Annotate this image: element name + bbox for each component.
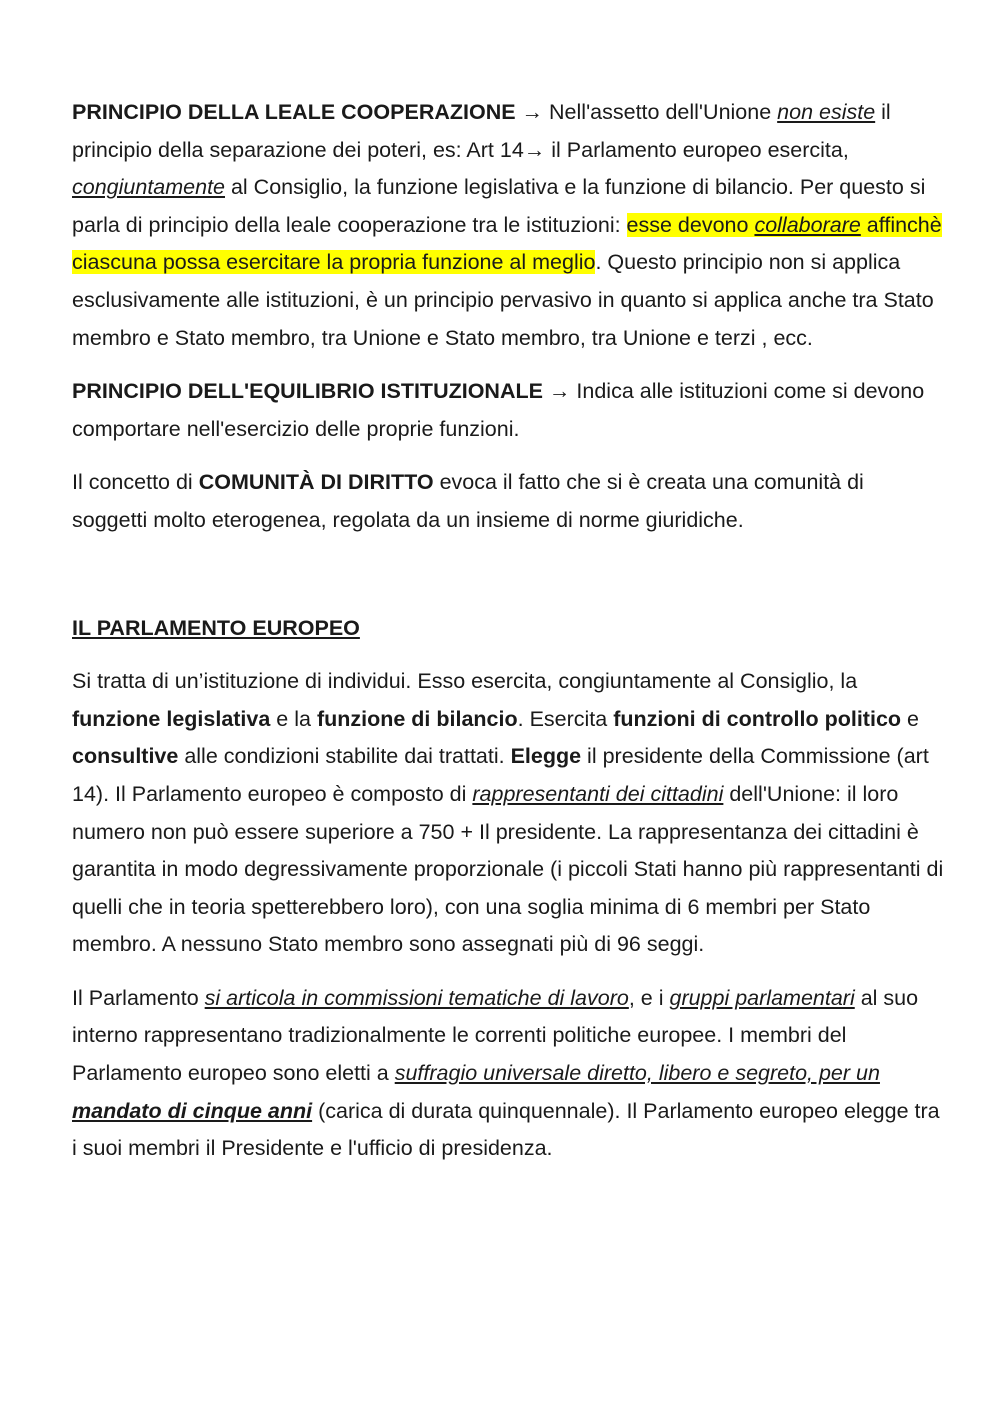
- text-span: Il concetto di: [72, 470, 199, 495]
- text-span: e: [901, 706, 919, 731]
- bold-term: COMUNITÀ DI DIRITTO: [198, 470, 434, 495]
- text-span: Indica alle istituzioni come si devono comportare nell'esercizio delle proprie funzioni.: [72, 379, 925, 441]
- bold-term: funzione di bilancio: [316, 706, 518, 731]
- text-span: il presidente della Commissione (art 14). Il Parlamento europeo è composto di: [72, 744, 929, 806]
- text-span: al suo interno rappresentano tradizionalmente le correnti politiche europee. I membri del Parlamento europeo sono eletti a: [72, 985, 919, 1086]
- emphasis-text: gruppi parlamentari: [669, 985, 855, 1010]
- paragraph-parlamento-1: [72, 663, 944, 964]
- text-span: al Consiglio, la funzione legislativa e la funzione di bilancio. Per questo si parla di principio della leale cooperazione tra le istituzioni:: [72, 175, 926, 237]
- paragraph-leale-cooperazione: [72, 94, 944, 357]
- emphasis-text: rappresentanti dei cittadini: [472, 781, 724, 806]
- heading-parlamento-europeo: IL PARLAMENTO EUROPEO: [72, 615, 360, 640]
- paragraph-parlamento-2: [72, 980, 944, 1168]
- text-span: Nell'assetto dell'Unione: [549, 100, 778, 124]
- text-span: evoca il fatto che si è creata una comunità di soggetti molto eterogenea, regolata da un insieme di norme giuridiche.: [72, 470, 864, 532]
- bold-term: funzione legislativa: [72, 706, 271, 731]
- highlighted-text: affinchè ciascuna possa esercitare la propria funzione al meglio: [72, 212, 942, 275]
- text-span: Si tratta di un’istituzione di individui. Esso esercita, congiuntamente al Consiglio, la: [72, 669, 858, 694]
- document-page: [72, 94, 944, 1184]
- paragraph-comunita-di-diritto: [72, 464, 944, 539]
- text-span: Il Parlamento: [72, 985, 205, 1010]
- emphasis-text: suffragio universale diretto, libero e segreto, per un: [394, 1061, 880, 1086]
- text-span: , e i: [628, 985, 670, 1010]
- section-spacer: [72, 556, 944, 610]
- text-span: il principio della separazione dei poteri, es: Art 14→ il Parlamento europeo esercita,: [72, 100, 891, 162]
- bold-term: funzioni di controllo politico: [613, 706, 902, 731]
- emphasis-text: congiuntamente: [72, 175, 225, 200]
- section-title: PRINCIPIO DELLA LEALE COOPERAZIONE: [72, 100, 516, 124]
- arrow-glyph: →: [515, 100, 550, 124]
- emphasis-bold-text: mandato di cinque anni: [72, 1098, 313, 1123]
- bold-term: Elegge: [510, 744, 582, 769]
- text-span: . Questo principio non si applica esclusivamente alle istituzioni, è un principio pervasivo in quanto si applica anche tra Stato membro e Stato membro, tra Unione e Stato membro, tra Unione e terzi , ecc.: [72, 250, 934, 350]
- text-span: dell'Unione: il loro numero non può essere superiore a 750 + Il presidente. La rappresentanza dei cittadini è garantita in modo degressivamente proporzionale (i piccoli Stati hanno più rappresentanti di quelli che in teoria spetterebbero loro), con una soglia minima di 6 membri per Stato membro. A nessuno Stato membro sono assegnati più di 96 seggi.: [72, 781, 944, 957]
- section-title: PRINCIPIO DELL'EQUILIBRIO ISTITUZIONALE: [72, 379, 543, 404]
- paragraph-equilibrio-istituzionale: [72, 373, 944, 448]
- text-span: e la: [270, 706, 317, 731]
- text-span: alle condizioni stabilite dai trattati.: [178, 744, 511, 769]
- text-span: (carica di durata quinquennale). Il Parlamento europeo elegge tra i suoi membri il Presidente e l'ufficio di presidenza.: [72, 1098, 940, 1161]
- highlighted-text: esse devono: [626, 212, 755, 237]
- highlighted-emphasis-text: collaborare: [754, 212, 861, 237]
- emphasis-text: non esiste: [777, 100, 876, 124]
- arrow-glyph: →: [542, 379, 577, 404]
- text-span: . Esercita: [517, 706, 614, 731]
- bold-term: consultive: [72, 744, 179, 769]
- emphasis-text: si articola in commissioni tematiche di lavoro: [204, 985, 629, 1010]
